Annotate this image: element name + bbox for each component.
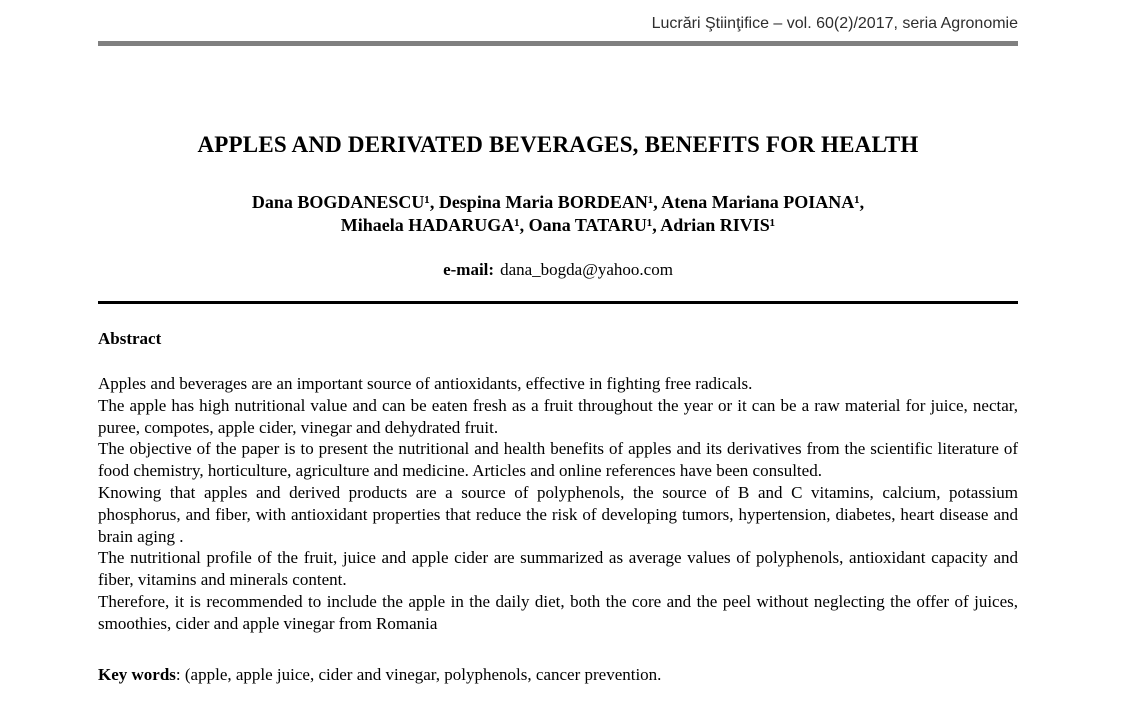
abstract-heading: Abstract: [98, 329, 162, 348]
abstract-paragraph-4: Knowing that apples and derived products are a source of polyphenols, the source of B and C vitamins, calcium, potassium phosphorus, and fiber, with antioxidant properties that reduce the risk of developing tumors, hypertension, diabetes, heart disease and brain aging .: [98, 482, 1018, 546]
email-label: e-mail:: [443, 260, 495, 279]
authors-line-2: Mihaela HADARUGA¹, Oana TATARU¹, Adrian RIVIS¹: [340, 215, 776, 235]
abstract-paragraph-3: The objective of the paper is to present the nutritional and health benefits of apples and its derivatives from the scientific literature of food chemistry, horticulture, agriculture and medicine. Articles and online references have been consulted.: [98, 439, 1018, 481]
abstract-paragraph-5: The nutritional profile of the fruit, juice and apple cider are summarized as average values of polyphenols, antioxidant capacity and fiber, vitamins and minerals content.: [98, 548, 1018, 590]
paper-title: APPLES AND DERIVATED BEVERAGES, BENEFITS FOR HEALTH: [197, 132, 919, 157]
keywords-label: Key words: [98, 664, 176, 684]
keywords-text: : (apple, apple juice, cider and vinegar, polyphenols, cancer prevention.: [175, 664, 662, 684]
separator-rule: [98, 301, 1018, 304]
abstract-paragraph-1: Apples and beverages are an important source of antioxidants, effective in fighting free radicals.: [98, 374, 753, 393]
email-address: dana_bogda@yahoo.com: [500, 260, 673, 279]
keywords-line: [98, 664, 1018, 686]
email-line: [98, 259, 1018, 281]
journal-running-head: Lucrări Ştiinţifice – vol. 60(2)/2017, seria Agronomie: [651, 15, 1018, 32]
abstract-paragraph-6: Therefore, it is recommended to include the apple in the daily diet, both the core and the peel without neglecting the offer of juices, smoothies, cider and apple vinegar from Romania: [98, 591, 1018, 633]
abstract-paragraph-2: The apple has high nutritional value and can be eaten fresh as a fruit throughout the year or it can be a raw material for juice, nectar, puree, compotes, apple cider, vinegar and dehydrated fruit.: [98, 395, 1018, 437]
authors-block: [98, 191, 1018, 237]
abstract-body: [98, 373, 1018, 635]
authors-line-1: Dana BOGDANESCU¹, Despina Maria BORDEAN¹, Atena Mariana POIANA¹,: [251, 192, 865, 212]
header-rule: [98, 41, 1018, 46]
